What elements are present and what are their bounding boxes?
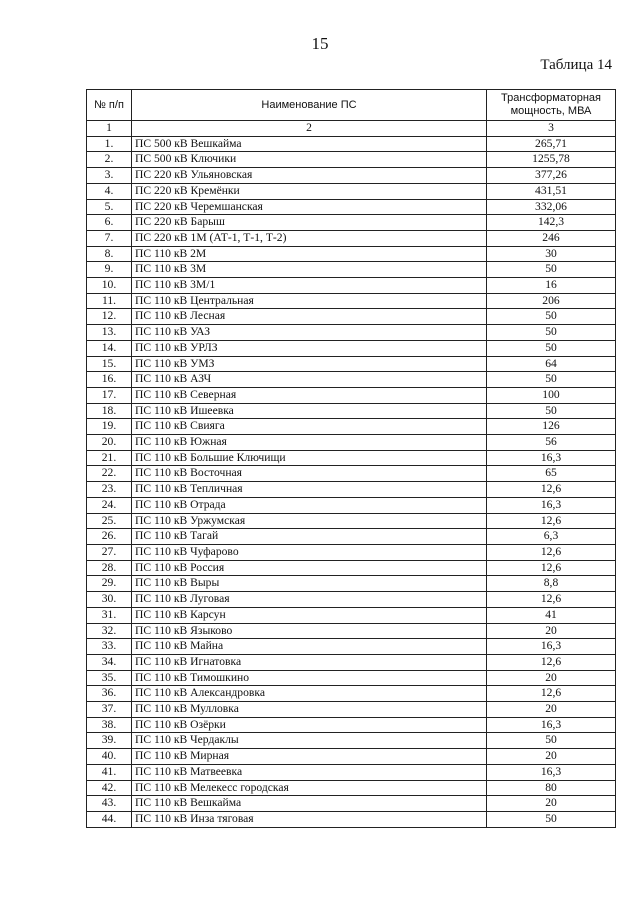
row-number: 8.: [87, 246, 132, 262]
substation-name: ПС 110 кВ Тимошкино: [132, 670, 487, 686]
row-number: 36.: [87, 686, 132, 702]
row-number: 42.: [87, 780, 132, 796]
substation-name: ПС 110 кВ Тагай: [132, 529, 487, 545]
header-num: № п/п: [87, 90, 132, 121]
table-row: [87, 639, 616, 655]
substation-name: ПС 220 кВ 1М (АТ-1, Т-1, Т-2): [132, 230, 487, 246]
row-number: 13.: [87, 325, 132, 341]
row-number: 2.: [87, 152, 132, 168]
row-number: 33.: [87, 639, 132, 655]
table-row: [87, 293, 616, 309]
table-row: [87, 670, 616, 686]
table-row: [87, 419, 616, 435]
transformer-capacity: 16: [487, 278, 616, 294]
table-row: [87, 482, 616, 498]
table-row: [87, 466, 616, 482]
transformer-capacity: 80: [487, 780, 616, 796]
substation-name: ПС 110 кВ Мирная: [132, 749, 487, 765]
transformer-capacity: 56: [487, 435, 616, 451]
table-header: [87, 90, 616, 121]
substation-name: ПС 110 кВ Александровка: [132, 686, 487, 702]
substation-name: ПС 220 кВ Черемшанская: [132, 199, 487, 215]
row-number: 40.: [87, 749, 132, 765]
transformer-capacity: 50: [487, 372, 616, 388]
table-row: [87, 152, 616, 168]
substation-name: ПС 110 кВ Лесная: [132, 309, 487, 325]
substation-name: ПС 110 кВ Чуфарово: [132, 544, 487, 560]
table-row: [87, 560, 616, 576]
row-number: 22.: [87, 466, 132, 482]
table-row: [87, 654, 616, 670]
substation-name: ПС 110 кВ Выры: [132, 576, 487, 592]
column-index-2: 2: [132, 121, 487, 137]
substation-name: ПС 110 кВ Центральная: [132, 293, 487, 309]
table-row: [87, 529, 616, 545]
table-row: [87, 544, 616, 560]
table-row: [87, 733, 616, 749]
transformer-capacity: 246: [487, 230, 616, 246]
substation-name: ПС 110 кВ Языково: [132, 623, 487, 639]
substation-name: ПС 110 кВ 3М/1: [132, 278, 487, 294]
substation-name: ПС 110 кВ Мулловка: [132, 702, 487, 718]
substation-name: ПС 110 кВ Россия: [132, 560, 487, 576]
row-number: 20.: [87, 435, 132, 451]
row-number: 32.: [87, 623, 132, 639]
table-row: [87, 168, 616, 184]
row-number: 41.: [87, 764, 132, 780]
substation-name: ПС 110 кВ УРЛЗ: [132, 340, 487, 356]
substation-name: ПС 110 кВ Большие Ключищи: [132, 450, 487, 466]
transformer-capacity: 16,3: [487, 450, 616, 466]
header-capacity: Трансформаторная мощность, МВА: [487, 90, 616, 121]
table-row: [87, 623, 616, 639]
substation-name: ПС 110 кВ Отрада: [132, 497, 487, 513]
row-number: 31.: [87, 607, 132, 623]
transformer-capacity: 12,6: [487, 686, 616, 702]
substation-name: ПС 110 кВ Игнатовка: [132, 654, 487, 670]
table-row: [87, 435, 616, 451]
substation-name: ПС 110 кВ Свияга: [132, 419, 487, 435]
transformer-capacity: 50: [487, 340, 616, 356]
row-number: 16.: [87, 372, 132, 388]
transformer-capacity: 20: [487, 796, 616, 812]
row-number: 14.: [87, 340, 132, 356]
substation-name: ПС 110 кВ Мелекесс городская: [132, 780, 487, 796]
table-row: [87, 278, 616, 294]
transformer-capacity: 16,3: [487, 639, 616, 655]
header-name: Наименование ПС: [132, 90, 487, 121]
transformer-capacity: 16,3: [487, 497, 616, 513]
transformer-capacity: 16,3: [487, 764, 616, 780]
table-row: [87, 450, 616, 466]
table-row: [87, 356, 616, 372]
transformer-capacity: 8,8: [487, 576, 616, 592]
substation-name: ПС 110 кВ Инза тяговая: [132, 811, 487, 827]
table-row: [87, 764, 616, 780]
row-number: 15.: [87, 356, 132, 372]
table-label: Таблица 14: [540, 57, 612, 73]
row-number: 26.: [87, 529, 132, 545]
transformer-capacity: 64: [487, 356, 616, 372]
table-row: [87, 607, 616, 623]
table-row: [87, 340, 616, 356]
table-row: [87, 215, 616, 231]
row-number: 9.: [87, 262, 132, 278]
substation-name: ПС 220 кВ Кремёнки: [132, 183, 487, 199]
substation-name: ПС 110 кВ Северная: [132, 387, 487, 403]
table-row: [87, 702, 616, 718]
header-row: [87, 90, 616, 121]
transformer-capacity: 20: [487, 670, 616, 686]
substation-name: ПС 220 кВ Ульяновская: [132, 168, 487, 184]
transformer-capacity: 65: [487, 466, 616, 482]
row-number: 12.: [87, 309, 132, 325]
row-number: 29.: [87, 576, 132, 592]
table-row: [87, 717, 616, 733]
row-number: 5.: [87, 199, 132, 215]
table-row: [87, 230, 616, 246]
table-row: [87, 372, 616, 388]
transformer-capacity: 206: [487, 293, 616, 309]
transformer-capacity: 142,3: [487, 215, 616, 231]
row-number: 27.: [87, 544, 132, 560]
table-row: [87, 811, 616, 827]
row-number: 25.: [87, 513, 132, 529]
transformer-capacity: 20: [487, 702, 616, 718]
row-number: 11.: [87, 293, 132, 309]
transformer-capacity: 50: [487, 262, 616, 278]
table-row: [87, 780, 616, 796]
row-number: 6.: [87, 215, 132, 231]
substation-name: ПС 110 кВ Майна: [132, 639, 487, 655]
transformer-capacity: 265,71: [487, 136, 616, 152]
transformer-capacity: 100: [487, 387, 616, 403]
substation-name: ПС 110 кВ Чердаклы: [132, 733, 487, 749]
row-number: 3.: [87, 168, 132, 184]
table-row: [87, 136, 616, 152]
table-row: [87, 513, 616, 529]
table-row: [87, 262, 616, 278]
transformer-capacity: 50: [487, 309, 616, 325]
column-index-3: 3: [487, 121, 616, 137]
table-row: [87, 183, 616, 199]
transformer-capacity: 30: [487, 246, 616, 262]
substation-name: ПС 110 кВ Восточная: [132, 466, 487, 482]
substation-name: ПС 110 кВ 2М: [132, 246, 487, 262]
table-row: [87, 387, 616, 403]
substation-name: ПС 110 кВ Карсун: [132, 607, 487, 623]
row-number: 37.: [87, 702, 132, 718]
substation-name: ПС 110 кВ Ишеевка: [132, 403, 487, 419]
substation-name: ПС 110 кВ Вешкайма: [132, 796, 487, 812]
table-row: [87, 576, 616, 592]
transformer-capacity: 126: [487, 419, 616, 435]
table-row: [87, 199, 616, 215]
table-body: [87, 121, 616, 828]
transformer-capacity: 50: [487, 325, 616, 341]
transformer-capacity: 12,6: [487, 544, 616, 560]
transformer-capacity: 20: [487, 623, 616, 639]
transformer-capacity: 12,6: [487, 482, 616, 498]
row-number: 23.: [87, 482, 132, 498]
row-number: 18.: [87, 403, 132, 419]
substation-name: ПС 110 кВ Озёрки: [132, 717, 487, 733]
row-number: 30.: [87, 592, 132, 608]
table-row: [87, 796, 616, 812]
transformer-capacity: 12,6: [487, 513, 616, 529]
row-number: 39.: [87, 733, 132, 749]
table-row: [87, 403, 616, 419]
transformer-capacity: 12,6: [487, 654, 616, 670]
page-number: 15: [311, 34, 329, 53]
transformer-capacity: 12,6: [487, 560, 616, 576]
substation-name: ПС 110 кВ Южная: [132, 435, 487, 451]
transformer-capacity: 377,26: [487, 168, 616, 184]
transformer-capacity: 16,3: [487, 717, 616, 733]
row-number: 17.: [87, 387, 132, 403]
transformer-capacity: 431,51: [487, 183, 616, 199]
row-number: 24.: [87, 497, 132, 513]
row-number: 7.: [87, 230, 132, 246]
table-row: [87, 309, 616, 325]
row-number: 4.: [87, 183, 132, 199]
row-number: 43.: [87, 796, 132, 812]
row-number: 34.: [87, 654, 132, 670]
column-index-1: 1: [87, 121, 132, 137]
substation-name: ПС 110 кВ УАЗ: [132, 325, 487, 341]
transformer-capacity: 50: [487, 733, 616, 749]
row-number: 1.: [87, 136, 132, 152]
row-number: 10.: [87, 278, 132, 294]
substation-name: ПС 110 кВ 3М: [132, 262, 487, 278]
substation-name: ПС 110 кВ Матвеевка: [132, 764, 487, 780]
substations-table: [86, 89, 616, 828]
transformer-capacity: 1255,78: [487, 152, 616, 168]
row-number: 21.: [87, 450, 132, 466]
transformer-capacity: 20: [487, 749, 616, 765]
row-number: 38.: [87, 717, 132, 733]
transformer-capacity: 50: [487, 811, 616, 827]
row-number: 28.: [87, 560, 132, 576]
substation-name: ПС 110 кВ Луговая: [132, 592, 487, 608]
substation-name: ПС 220 кВ Барыш: [132, 215, 487, 231]
table-row: [87, 592, 616, 608]
substation-name: ПС 500 кВ Ключики: [132, 152, 487, 168]
transformer-capacity: 332,06: [487, 199, 616, 215]
table-row: [87, 246, 616, 262]
transformer-capacity: 12,6: [487, 592, 616, 608]
substation-name: ПС 110 кВ АЗЧ: [132, 372, 487, 388]
row-number: 44.: [87, 811, 132, 827]
substation-name: ПС 110 кВ Уржумская: [132, 513, 487, 529]
table-row: [87, 749, 616, 765]
table-row: [87, 325, 616, 341]
substation-name: ПС 110 кВ УМЗ: [132, 356, 487, 372]
row-number: 19.: [87, 419, 132, 435]
table-row: [87, 686, 616, 702]
transformer-capacity: 41: [487, 607, 616, 623]
transformer-capacity: 50: [487, 403, 616, 419]
column-index-row: [87, 121, 616, 137]
table-row: [87, 497, 616, 513]
substation-name: ПС 500 кВ Вешкайма: [132, 136, 487, 152]
substation-name: ПС 110 кВ Тепличная: [132, 482, 487, 498]
transformer-capacity: 6,3: [487, 529, 616, 545]
row-number: 35.: [87, 670, 132, 686]
